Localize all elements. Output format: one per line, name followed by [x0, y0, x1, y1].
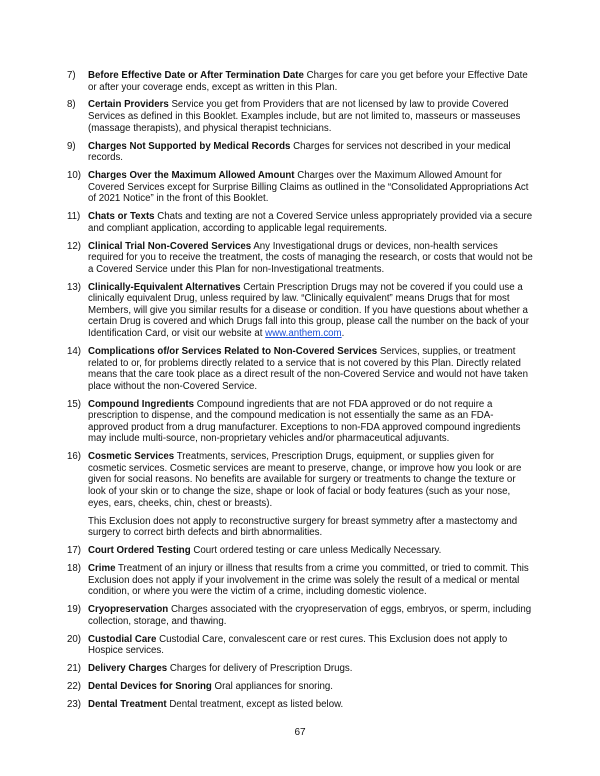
exclusion-item: [67, 211, 533, 234]
item-description: Any Investigational drugs or devices, non-health services required for you to receive the treatment, the costs of managing the research, or costs that would not be a Covered Service under this Plan for non-Investigational treatments.: [88, 240, 533, 275]
item-body: [88, 545, 533, 557]
item-body: [88, 170, 533, 205]
item-paragraph: [88, 399, 533, 445]
item-paragraph: [88, 563, 533, 598]
item-description: Court ordered testing or care unless Medically Necessary.: [193, 545, 442, 557]
item-number: 11): [67, 211, 81, 223]
item-term: Charges Over the Maximum Allowed Amount: [88, 170, 295, 182]
item-body: [88, 604, 533, 627]
item-description: Services, supplies, or treatment related to or, for problems directly related to a service that is not covered by this Plan. Directly related means that the care took place as a direct result of the non-Covered Service and would not have taken place without the non-Covered Service.: [88, 345, 528, 392]
item-paragraph: [88, 451, 533, 509]
item-number: 8): [67, 99, 76, 111]
item-term: Chats or Texts: [88, 211, 155, 223]
exclusion-item: [67, 141, 533, 164]
item-paragraph: [88, 99, 533, 134]
item-description: Chats and texting are not a Covered Service unless appropriately provided via a secure and compliant application, according to applicable legal requirements.: [88, 211, 533, 234]
item-number: 14): [67, 345, 82, 357]
item-body: [88, 399, 533, 445]
item-description: Oral appliances for snoring.: [214, 680, 333, 692]
item-body: [88, 241, 533, 276]
item-paragraph: [88, 211, 533, 234]
exclusion-item: [67, 451, 533, 538]
item-paragraph: [88, 70, 533, 93]
exclusions-list: [67, 70, 533, 717]
item-number: 13): [67, 281, 82, 293]
item-term: Dental Treatment: [88, 698, 167, 710]
item-body: [88, 141, 533, 164]
item-paragraph: [88, 282, 533, 340]
item-body: [88, 99, 533, 134]
item-description: Treatment of an injury or illness that results from a crime you committed, or tried to commit. This Exclusion does not apply if your involvement in the crime was solely the result of a medical or mental condition, or where you were the victim of a crime, including domestic violence.: [88, 562, 529, 598]
exclusion-item: [67, 282, 533, 340]
item-paragraph: [88, 699, 533, 711]
item-paragraph: [88, 141, 533, 164]
item-term: Court Ordered Testing: [88, 545, 191, 557]
item-term: Clinical Trial Non-Covered Services: [88, 240, 252, 252]
item-description: Custodial Care, convalescent care or rest cures. This Exclusion does not apply to Hospice services.: [88, 633, 508, 657]
website-link[interactable]: www.anthem.com: [265, 328, 342, 340]
item-description: Charges over the Maximum Allowed Amount for Covered Services except for Surprise Billing Claims as outlined in the “Consolidated Appropriations Act of 2021 Notice” in the front of this Booklet.: [88, 170, 529, 205]
item-body: [88, 211, 533, 234]
item-paragraph: [88, 681, 533, 693]
page-number: 67: [294, 727, 306, 738]
exclusion-item: [67, 699, 533, 711]
item-body: [88, 681, 533, 693]
exclusion-item: [67, 604, 533, 627]
item-description: Treatments, services, Prescription Drugs, equipment, or supplies given for cosmetic services. Cosmetic services are meant to preserve, change, or improve how you look or are given for social reasons. No benefits are available for surgery or treatments to change the texture or look of your skin or to change the size, shape or look of facial or body features (such as your nose, eyes, ears, cheeks, chin, chest or breasts).: [88, 451, 522, 509]
item-term: Cosmetic Services: [88, 451, 175, 463]
item-paragraph: [88, 346, 533, 392]
item-term: Dental Devices for Snoring: [88, 680, 212, 692]
item-number: 17): [67, 545, 82, 557]
item-paragraph: [88, 663, 533, 675]
item-number: 19): [67, 604, 82, 616]
item-paragraph: [88, 545, 533, 557]
exclusion-item: [67, 346, 533, 392]
exclusion-item: [67, 241, 533, 276]
item-paragraph: [88, 634, 533, 657]
item-term: Clinically-Equivalent Alternatives: [88, 281, 241, 293]
item-number: 16): [67, 451, 82, 463]
item-description: Charges associated with the cryopreservation of eggs, embryos, or sperm, including collection, storage, and thawing.: [88, 604, 532, 627]
link-trailing-punctuation: .: [341, 328, 345, 340]
item-term: Charges Not Supported by Medical Records: [88, 140, 291, 152]
item-number: 12): [67, 240, 82, 252]
exclusion-item: [67, 99, 533, 134]
item-term: Cryopreservation: [88, 604, 169, 616]
item-paragraph: [88, 170, 533, 205]
exclusion-item: [67, 545, 533, 557]
item-body: [88, 282, 533, 340]
item-description: Charges for delivery of Prescription Drugs.: [169, 662, 353, 674]
item-number: 20): [67, 633, 82, 645]
item-description: Service you get from Providers that are not licensed by law to provide Covered Services as defined in this Booklet. Examples include, but are not limited to, masseurs or masseuses (massage therapists), and physical therapist technicians.: [88, 99, 521, 134]
item-description: Dental treatment, except as listed below.: [169, 698, 344, 710]
exclusion-item: [67, 563, 533, 598]
item-number: 10): [67, 170, 82, 182]
item-term: Before Effective Date or After Termination Date: [88, 70, 304, 81]
item-body: [88, 346, 533, 392]
item-body: [88, 699, 533, 711]
item-term: Delivery Charges: [88, 662, 168, 674]
item-body: [88, 451, 533, 538]
item-body: [88, 634, 533, 657]
item-number: 15): [67, 398, 82, 410]
item-number: 21): [67, 662, 82, 674]
item-term: Compound Ingredients: [88, 398, 195, 410]
item-term: Custodial Care: [88, 633, 157, 645]
exclusion-item: [67, 681, 533, 693]
exclusion-item: [67, 634, 533, 657]
item-description: Charges for care you get before your Effective Date or after your coverage ends, except as written in this Plan.: [88, 70, 528, 93]
exclusion-item: [67, 70, 533, 93]
item-description: Certain Prescription Drugs may not be covered if you could use a clinically equivalent Drug, unless required by law. “Clinically equivalent” means Drugs that for most Members, will give you similar results for a disease or condition. If you have questions about whether a certain Drug is covered and which Drugs fall into this group, please call the number on the back of your Identification Card, or visit our website at: [88, 281, 530, 340]
item-paragraph: [88, 604, 533, 627]
item-number: 7): [67, 70, 76, 81]
exclusion-item: [67, 399, 533, 445]
exclusion-item: [67, 663, 533, 675]
item-note: This Exclusion does not apply to reconstructive surgery for breast symmetry after a mastectomy and surgery to correct birth defects and birth abnormalities.: [88, 515, 518, 539]
item-paragraph: [88, 241, 533, 276]
item-term: Complications of/or Services Related to Non-Covered Services: [88, 345, 378, 357]
item-body: [88, 563, 533, 598]
item-description: Compound ingredients that are not FDA approved or do not require a prescription to dispense, and the compound medication is not essentially the same as an FDA-approved product from a drug manufacturer. Exceptions to non-FDA approved compound ingredients may include multi-source, non-proprietary vehicles and/or pharmaceutical adjuvants.: [88, 398, 521, 445]
item-number: 18): [67, 562, 82, 574]
item-description: Charges for services not described in your medical records.: [88, 140, 511, 164]
item-number: 22): [67, 680, 82, 692]
item-number: 9): [67, 140, 76, 152]
item-term: Certain Providers: [88, 99, 169, 111]
item-body: [88, 70, 533, 93]
item-number: 23): [67, 698, 82, 710]
item-term: Crime: [88, 562, 116, 574]
exclusion-item: [67, 170, 533, 205]
item-body: [88, 663, 533, 675]
